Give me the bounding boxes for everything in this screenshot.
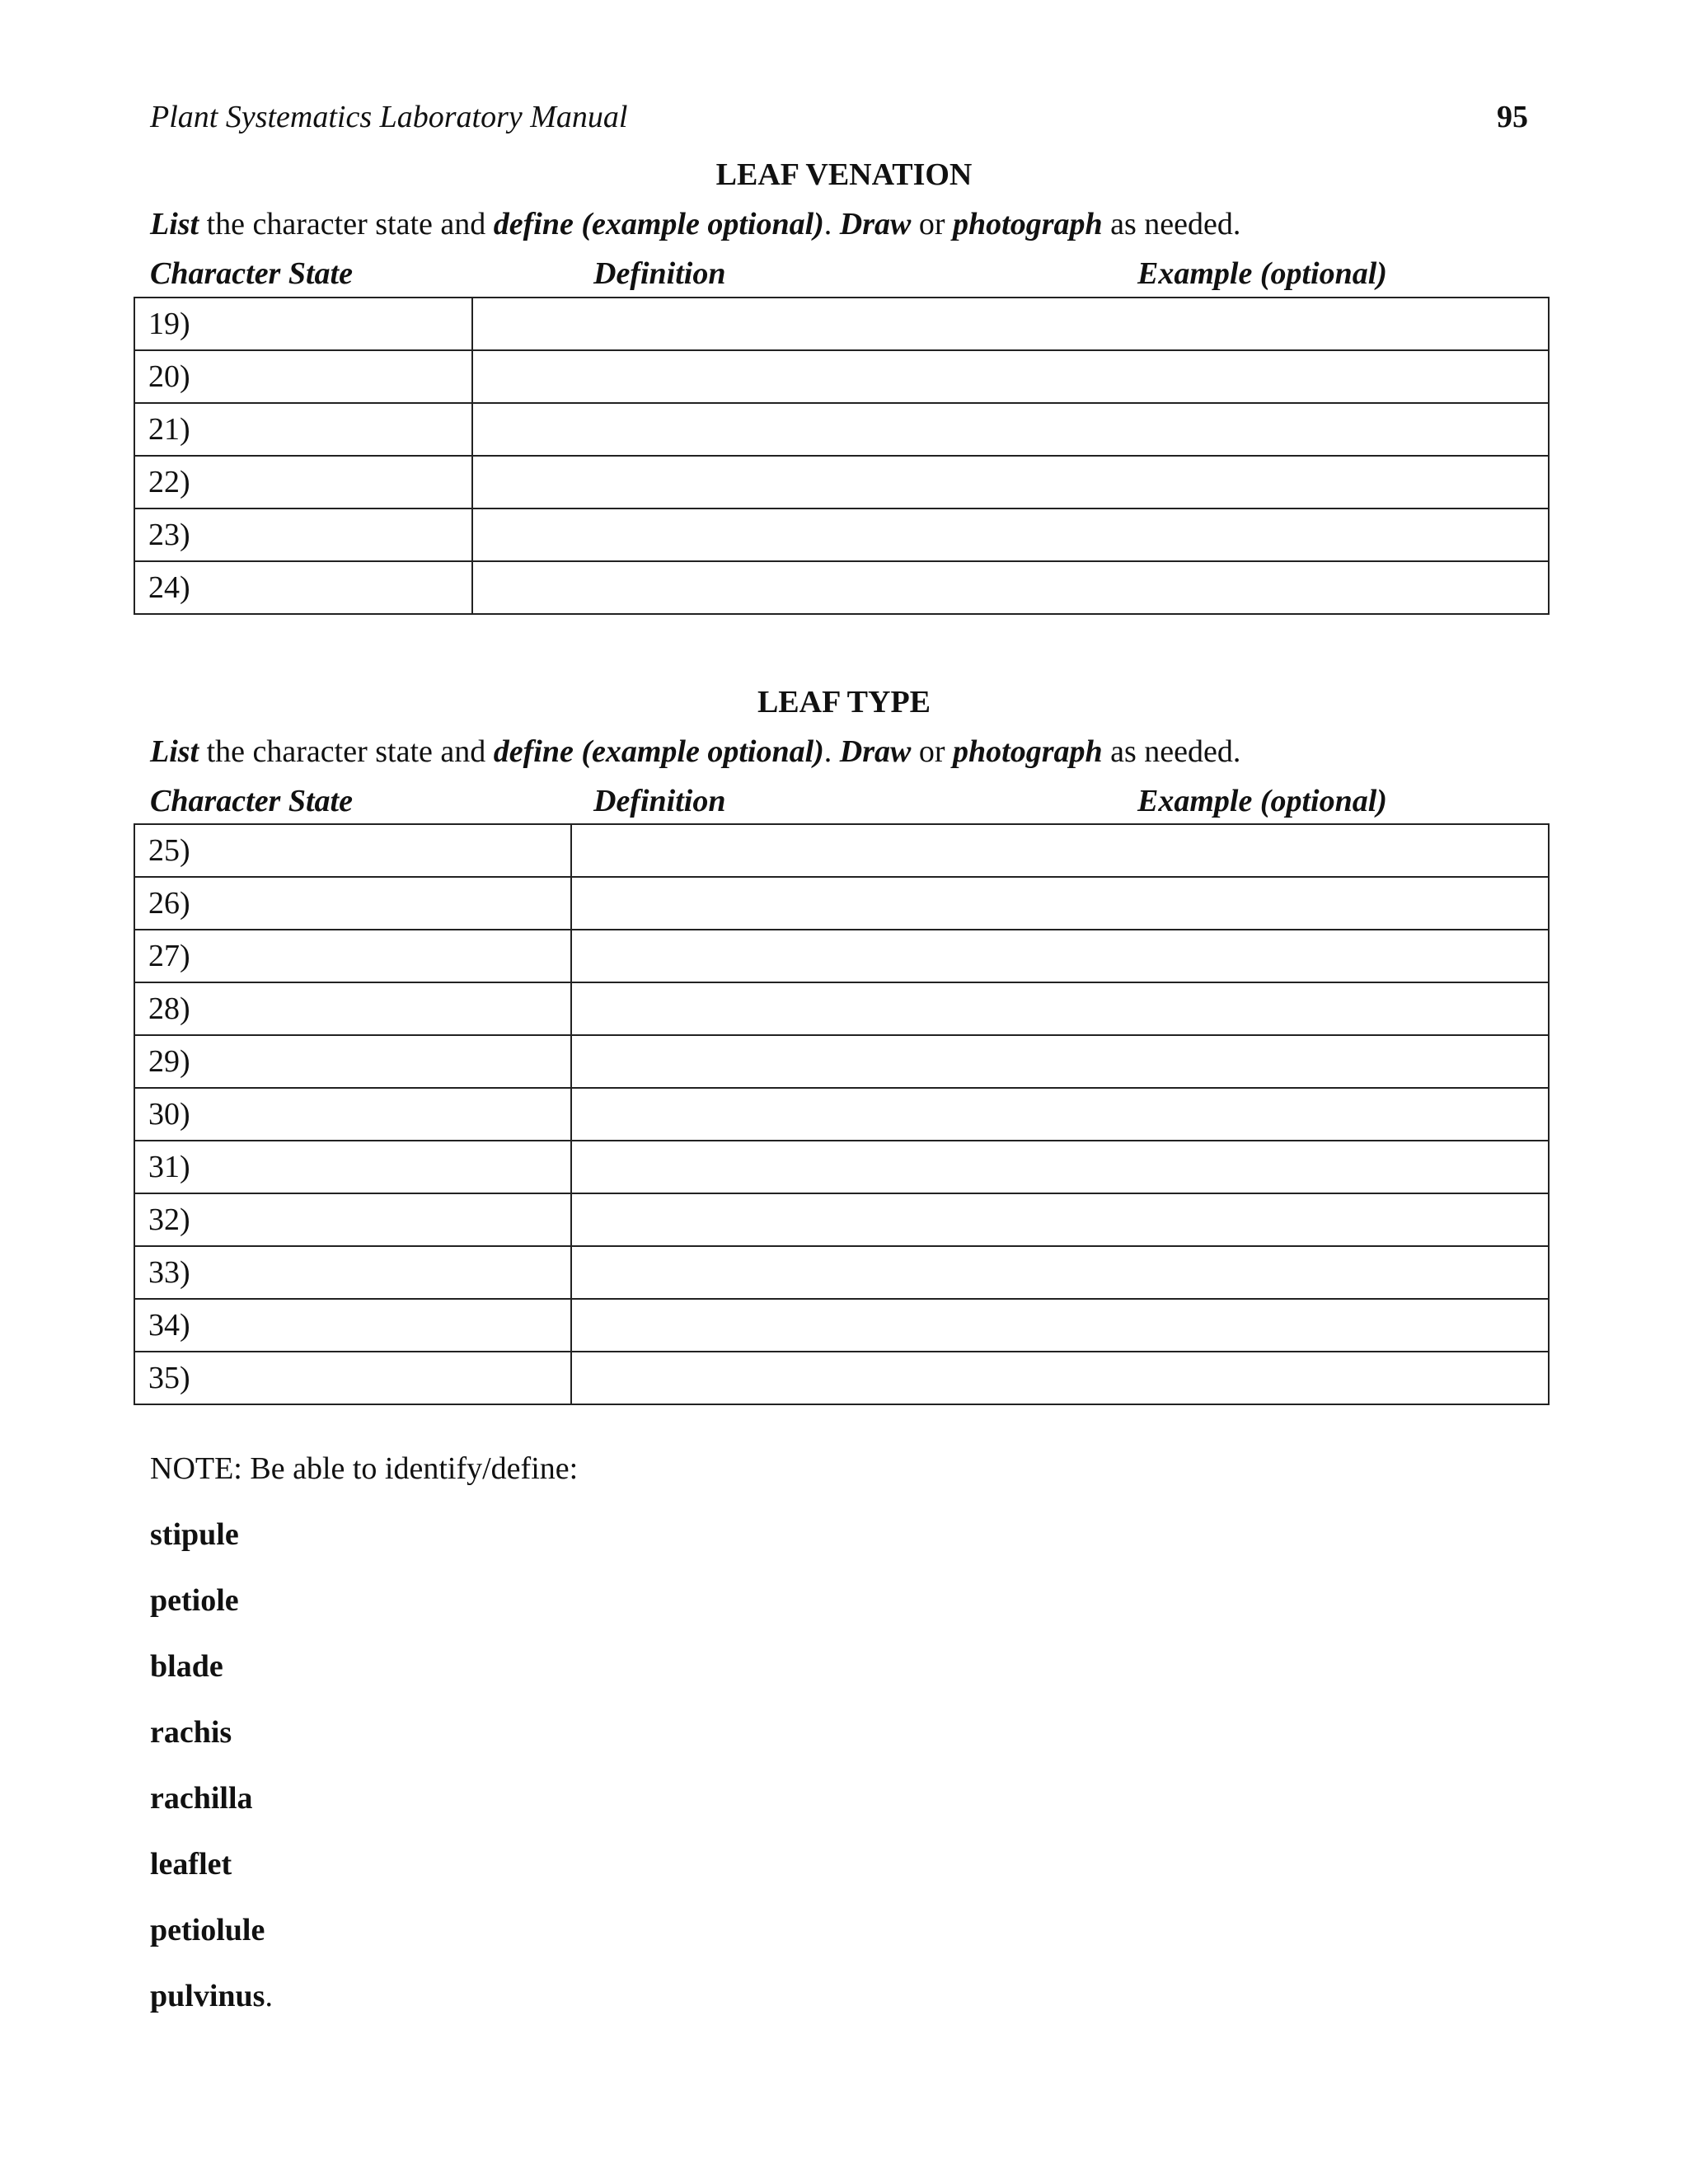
definition-cell[interactable] — [571, 1352, 1549, 1404]
table-row — [134, 1352, 1549, 1404]
venation-table — [134, 297, 1550, 615]
venation-instructions: List the character state and define (example optional). Draw or photograph as needed. — [150, 207, 1241, 241]
character-state-number: 20) — [134, 350, 472, 403]
page-number: 95 — [1497, 100, 1528, 134]
term-rachis: rachis — [150, 1715, 232, 1750]
table-row — [134, 298, 1549, 350]
definition-cell[interactable] — [472, 298, 1549, 350]
definition-cell[interactable] — [472, 509, 1549, 561]
table-row — [134, 403, 1549, 456]
table-row — [134, 1299, 1549, 1352]
table-row — [134, 1035, 1549, 1088]
definition-cell[interactable] — [571, 1035, 1549, 1088]
col-header-definition: Definition — [593, 256, 726, 291]
character-state-number: 21) — [134, 403, 472, 456]
character-state-number: 32) — [134, 1193, 571, 1246]
table-row — [134, 509, 1549, 561]
table-row — [134, 1088, 1549, 1141]
character-state-number: 27) — [134, 930, 571, 982]
table-row — [134, 1141, 1549, 1193]
table-row — [134, 930, 1549, 982]
character-state-number: 30) — [134, 1088, 571, 1141]
venation-title: LEAF VENATION — [715, 157, 973, 192]
character-state-number: 19) — [134, 298, 472, 350]
term-blade: blade — [150, 1649, 223, 1684]
definition-cell[interactable] — [571, 877, 1549, 930]
table-row — [134, 1246, 1549, 1299]
term-pulvinus: pulvinus. — [150, 1979, 273, 2013]
term-petiolule: petiolule — [150, 1913, 265, 1947]
definition-cell[interactable] — [472, 561, 1549, 614]
definition-cell[interactable] — [571, 824, 1549, 877]
definition-cell[interactable] — [571, 1299, 1549, 1352]
table-row — [134, 1193, 1549, 1246]
term-leaflet: leaflet — [150, 1847, 232, 1882]
col-header-example: Example (optional) — [1137, 256, 1387, 291]
leaf-type-table — [134, 823, 1550, 1405]
definition-cell[interactable] — [571, 1088, 1549, 1141]
term-stipule: stipule — [150, 1517, 239, 1552]
leaf-type-instructions: List the character state and define (example optional). Draw or photograph as needed. — [150, 734, 1241, 769]
character-state-number: 22) — [134, 456, 472, 509]
running-title: Plant Systematics Laboratory Manual — [150, 100, 628, 134]
character-state-number: 35) — [134, 1352, 571, 1404]
definition-cell[interactable] — [571, 1193, 1549, 1246]
definition-cell[interactable] — [571, 930, 1549, 982]
table-row — [134, 982, 1549, 1035]
col-header-character-state-2: Character State — [150, 784, 353, 818]
definition-cell[interactable] — [472, 350, 1549, 403]
definition-cell[interactable] — [571, 982, 1549, 1035]
table-row — [134, 561, 1549, 614]
character-state-number: 23) — [134, 509, 472, 561]
character-state-number: 34) — [134, 1299, 571, 1352]
character-state-number: 28) — [134, 982, 571, 1035]
note-text: NOTE: Be able to identify/define: — [150, 1451, 579, 1486]
table-row — [134, 877, 1549, 930]
character-state-number: 29) — [134, 1035, 571, 1088]
character-state-number: 26) — [134, 877, 571, 930]
col-header-character-state: Character State — [150, 256, 353, 291]
character-state-number: 24) — [134, 561, 472, 614]
character-state-number: 33) — [134, 1246, 571, 1299]
leaf-type-title: LEAF TYPE — [757, 685, 931, 719]
table-row — [134, 824, 1549, 877]
character-state-number: 31) — [134, 1141, 571, 1193]
table-row — [134, 350, 1549, 403]
col-header-definition-2: Definition — [593, 784, 726, 818]
term-rachilla: rachilla — [150, 1781, 253, 1816]
definition-cell[interactable] — [571, 1246, 1549, 1299]
definition-cell[interactable] — [571, 1141, 1549, 1193]
term-petiole: petiole — [150, 1583, 239, 1618]
definition-cell[interactable] — [472, 403, 1549, 456]
col-header-example-2: Example (optional) — [1137, 784, 1387, 818]
definition-cell[interactable] — [472, 456, 1549, 509]
table-row — [134, 456, 1549, 509]
character-state-number: 25) — [134, 824, 571, 877]
